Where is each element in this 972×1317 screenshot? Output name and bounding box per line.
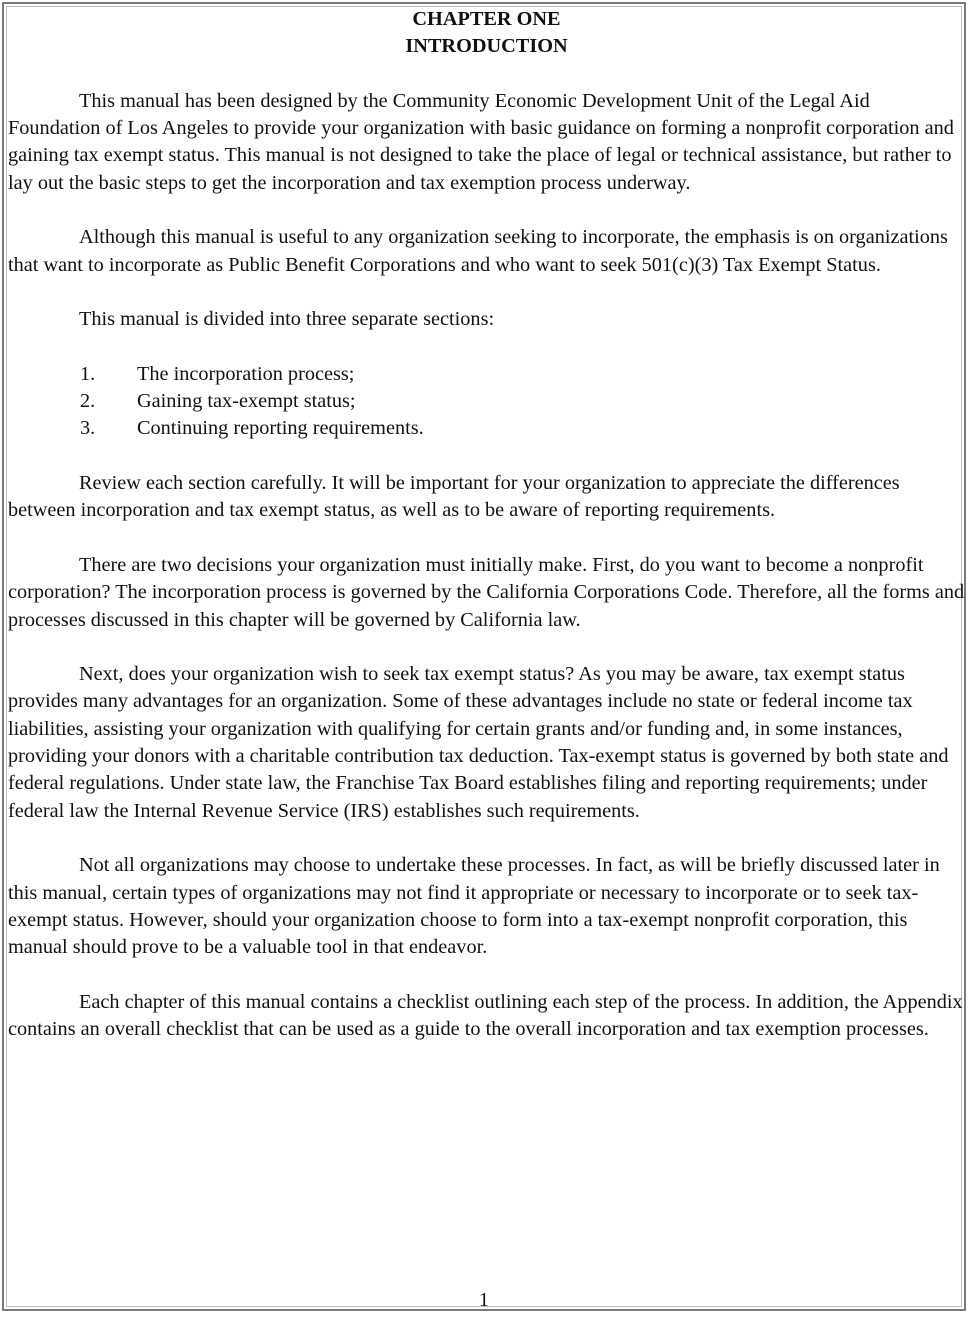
- paragraph-emphasis: Although this manual is useful to any organization seeking to incorporate, the emphasis is on organizations that want to incorporate as Public Benefit Corporations and who want to seek 501(c)(3) Tax Exempt Status.: [8, 226, 948, 276]
- list-item-number: 2.: [80, 390, 96, 413]
- list-item-text: The incorporation process;: [137, 362, 355, 385]
- list-item-number: 1.: [80, 362, 96, 385]
- paragraph-decisions: There are two decisions your organization must initially make. First, do you want to become a nonprofit corporation? The incorporation process is governed by the California Corporations Code. Therefore, all the forms and processes discussed in this chapter will be governed by California law.: [8, 553, 965, 631]
- list-item: [8, 388, 965, 415]
- paragraph-sections-intro: This manual is divided into three separate sections:: [79, 308, 495, 331]
- chapter-label: CHAPTER ONE: [412, 8, 561, 30]
- list-item-number: 3.: [80, 417, 96, 440]
- sections-list: [8, 361, 965, 443]
- page-number: 1: [478, 1289, 490, 1311]
- paragraph-purpose: This manual has been designed by the Community Economic Development Unit of the Legal Aid Foundation of Los Angeles to provide your organization with basic guidance on forming a nonprofit corporation and gaining tax exempt status. This manual is not designed to take the place of legal or technical assistance, but rather to lay out the basic steps to get the incorporation and tax exemption process underway.: [8, 89, 954, 194]
- list-item: [8, 361, 965, 388]
- paragraph-tax-exempt: Next, does your organization wish to seek tax exempt status? As you may be aware, tax exempt status provides many advantages for an organization. Some of these advantages include no state or federal income tax liabilities, assisting your organization with qualifying for certain grants and/or funding and, in some instances, providing your donors with a charitable contribution tax deduction. Tax-exempt status is governed by both state and federal regulations. Under state law, the Franchise Tax Board establishes filing and reporting requirements; under federal law the Internal Revenue Service (IRS) establishes such requirements.: [8, 663, 949, 822]
- list-item-text: Gaining tax-exempt status;: [137, 390, 356, 413]
- list-item: [8, 415, 965, 442]
- chapter-title: INTRODUCTION: [405, 35, 568, 58]
- list-item-text: Continuing reporting requirements.: [137, 417, 424, 440]
- paragraph-not-all: Not all organizations may choose to undertake these processes. In fact, as will be briefly discussed later in this manual, certain types of organizations may not find it appropriate or necessary to incorporate or to seek tax-exempt status. However, should your organization choose to form into a tax-exempt nonprofit corporation, this manual should prove to be a valuable tool in that endeavor.: [8, 854, 940, 959]
- document-body: [8, 6, 965, 1071]
- paragraph-checklist: Each chapter of this manual contains a checklist outlining each step of the process. In addition, the Appendix contains an overall checklist that can be used as a guide to the overall incorporation and tax exemption processes.: [8, 990, 963, 1040]
- paragraph-review: Review each section carefully. It will be important for your organization to appreciate the differences between incorporation and tax exempt status, as well as to be aware of reporting requirements.: [8, 472, 900, 522]
- document-page: [2, 2, 966, 1311]
- spacer: [8, 61, 965, 88]
